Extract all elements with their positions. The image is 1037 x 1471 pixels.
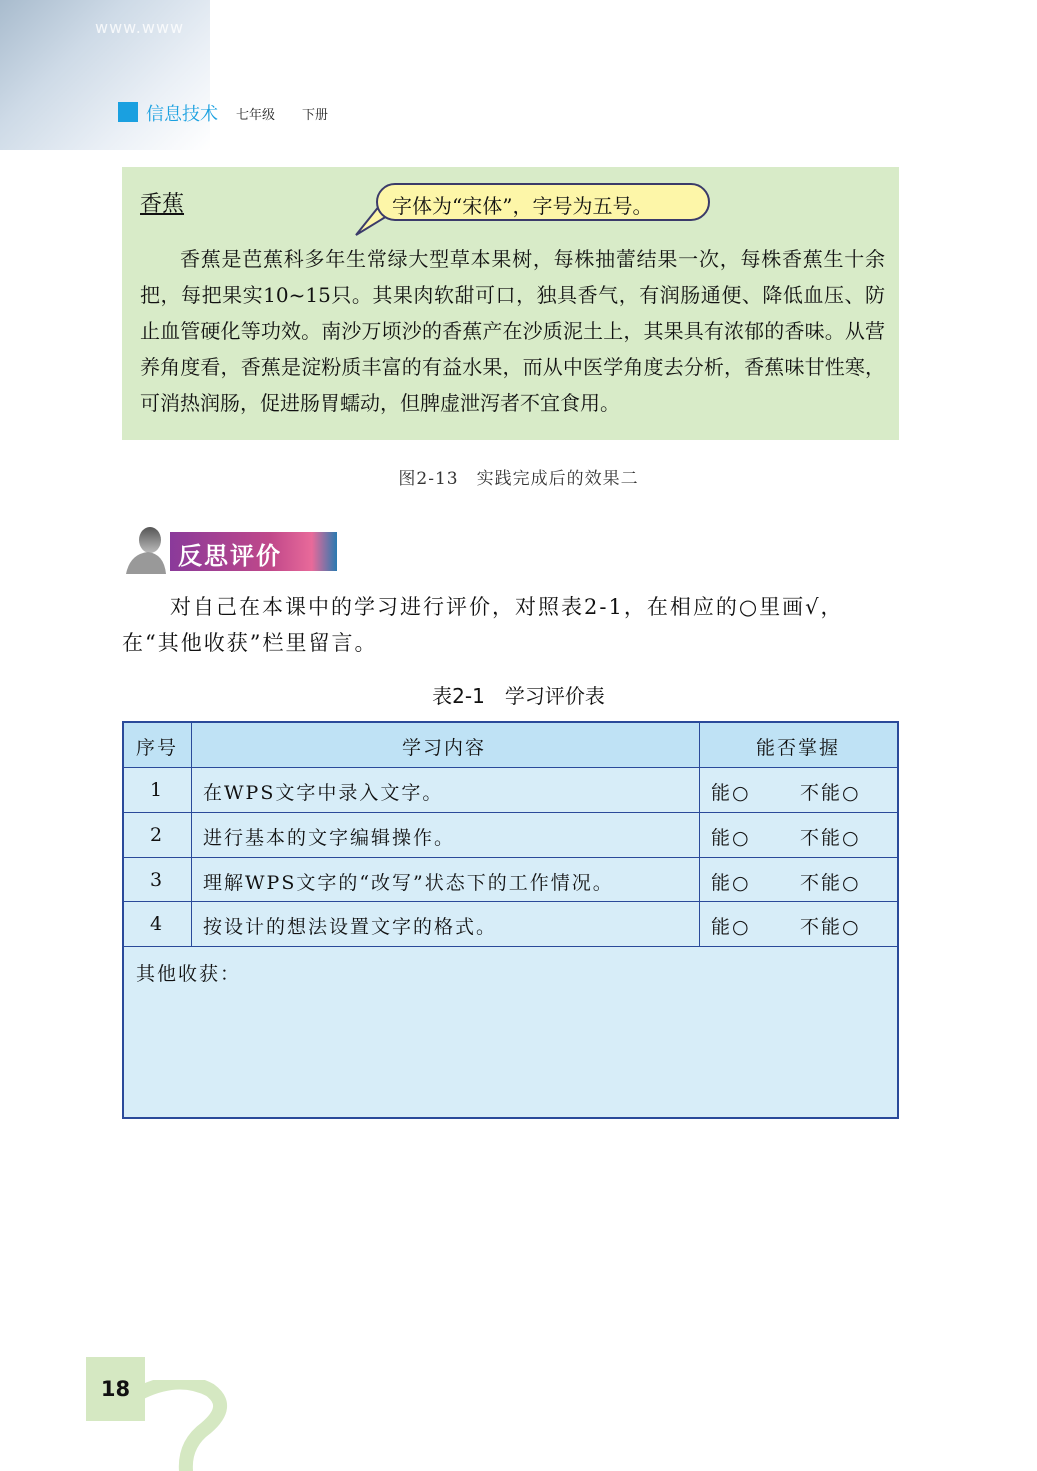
row-1-yes-option[interactable]: 能○ <box>711 782 751 804</box>
row-1-content: 在WPS文字中录入文字。 <box>203 782 444 804</box>
example-body: 香蕉是芭蕉科多年生常绿大型草本果树，每株抽蕾结果一次，每株香蕉生十余把，每把果实10~15只。其果肉软甜可口，独具香气，有润肠通便、降低血压、防止血管硬化等功效。南沙万顷沙的香蕉产在沙质泥土上，其果具有浓郁的香味。从营养角度看，香蕉是淀粉质丰富的有益水果，而从中医学角度去分析，香蕉味甘性寒，可消热润肠，促进肠胃蠕动，但脾虚泄泻者不宜食用。 <box>140 247 885 415</box>
row-2-no-option[interactable]: 不能○ <box>800 827 861 849</box>
row-1-num: 1 <box>149 779 165 801</box>
header-volume: 下册 <box>302 108 329 123</box>
person-icon <box>124 526 168 574</box>
decorative-curl <box>140 1380 230 1471</box>
row-2-num: 2 <box>149 824 165 846</box>
speech-bubble <box>376 183 710 221</box>
reflection-line-2: 在“其他收获”栏里留言。 <box>122 631 378 655</box>
row-2-content: 进行基本的文字编辑操作。 <box>203 827 456 849</box>
row-4-no-option[interactable]: 不能○ <box>800 916 861 938</box>
header-book-title: 信息技术 <box>146 104 218 125</box>
row-4-num: 4 <box>149 913 165 935</box>
row-4-content: 按设计的想法设置文字的格式。 <box>203 916 498 938</box>
reflection-line-1: 对自己在本课中的学习进行评价，对照表2-1，在相应的○里画√， <box>170 595 844 619</box>
header-num: 序号 <box>136 737 179 759</box>
row-1-no-option[interactable]: 不能○ <box>800 782 861 804</box>
header-blue-square <box>118 102 138 122</box>
row-3-num: 3 <box>149 869 165 891</box>
reflection-paragraph <box>122 589 902 661</box>
other-gains-field[interactable]: 其他收获： <box>136 963 242 985</box>
header-url-watermark: www.www <box>95 18 185 37</box>
row-4-yes-option[interactable]: 能○ <box>711 916 751 938</box>
reflection-banner-text: 反思评价 <box>178 542 282 570</box>
header-content: 学习内容 <box>402 737 487 759</box>
example-box <box>122 167 899 440</box>
evaluation-table <box>122 721 899 1119</box>
header-grade: 七年级 <box>236 108 276 123</box>
row-3-yes-option[interactable]: 能○ <box>711 872 751 894</box>
example-title: 香蕉 <box>140 192 185 217</box>
table-title: 表2-1 学习评价表 <box>432 684 605 708</box>
row-3-content: 理解WPS文字的“改写”状态下的工作情况。 <box>203 872 614 894</box>
page-number-box <box>86 1357 145 1421</box>
speech-bubble-text: 字体为“宋体”，字号为五号。 <box>392 194 653 218</box>
row-3-no-option[interactable]: 不能○ <box>800 872 861 894</box>
page-number: 18 <box>100 1377 131 1401</box>
reflection-banner <box>170 532 337 571</box>
header-mastery: 能否掌握 <box>756 737 841 759</box>
row-2-yes-option[interactable]: 能○ <box>711 827 751 849</box>
figure-caption: 图2-13 实践完成后的效果二 <box>398 469 639 489</box>
